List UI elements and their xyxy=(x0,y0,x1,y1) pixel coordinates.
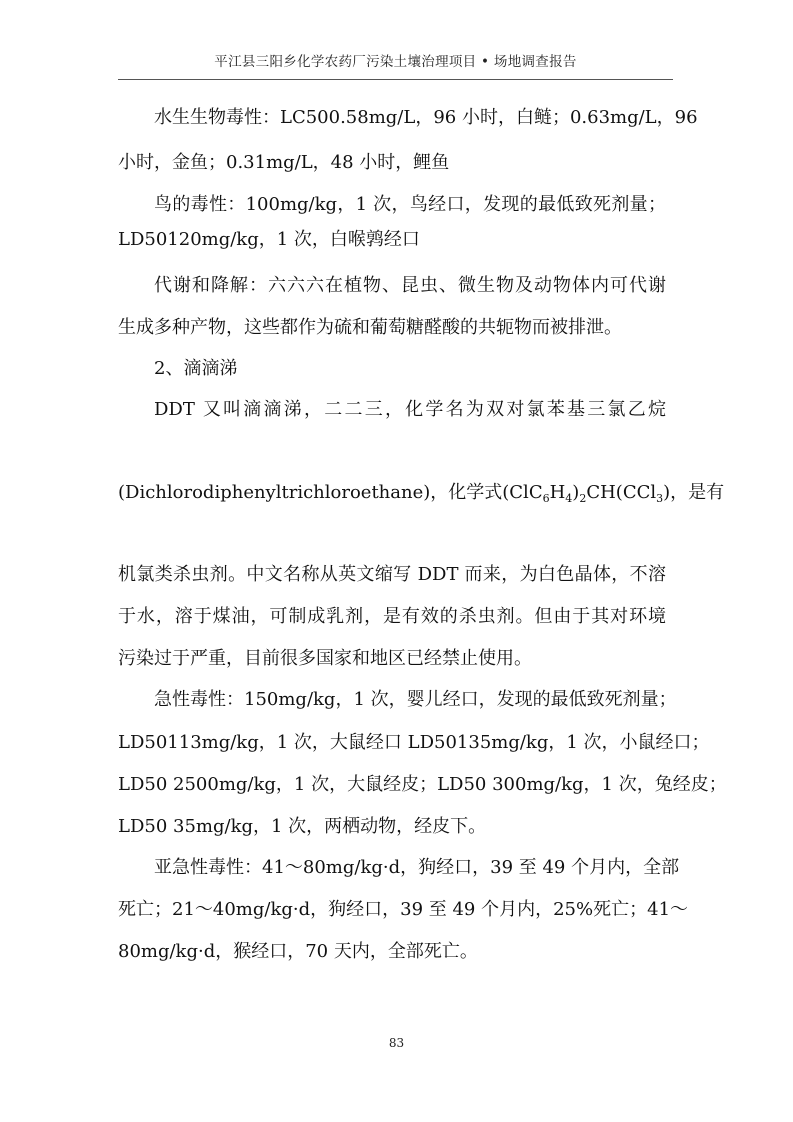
text-line: 生成多种产物，这些都作为硫和葡萄糖醛酸的共轭物而被排泄。 xyxy=(118,317,622,338)
text-line: 污染过于严重，目前很多国家和地区已经禁止使用。 xyxy=(118,648,532,669)
header-divider xyxy=(118,79,673,80)
formula-subscript: 6 xyxy=(542,492,550,505)
formula-tail: )，是有 xyxy=(663,482,725,503)
formula-part: ) xyxy=(572,482,580,503)
text-line: 于水，溶于煤油，可制成乳剂，是有效的杀虫剂。但由于其对环境 xyxy=(118,606,666,627)
text-line: 死亡；21～40mg/kg·d，狗经口，39 至 49 个月内，25%死亡；41～ xyxy=(118,899,689,920)
text-line: LD50 35mg/kg，1 次，两栖动物，经皮下。 xyxy=(118,816,487,837)
formula-part: H xyxy=(549,482,566,503)
text-line: DDT 又叫滴滴涕，二二三，化学名为双对氯苯基三氯乙烷 xyxy=(154,399,666,420)
formula-subscript: 2 xyxy=(579,492,587,505)
text-line: 急性毒性：150mg/kg，1 次，婴儿经口，发现的最低致死剂量； xyxy=(154,689,677,710)
formula-part: CH(CCl xyxy=(586,482,657,503)
section-heading: 2、滴滴涕 xyxy=(154,358,238,379)
formula-subscript: 4 xyxy=(565,492,573,505)
text-line: 水生生物毒性：LC500.58mg/L，96 小时，白鲢；0.63mg/L，96 xyxy=(154,107,698,128)
text-line: 代谢和降解：六六六在植物、昆虫、微生物及动物体内可代谢 xyxy=(154,275,666,296)
formula-name: (Dichlorodiphenyltrichloroethane)，化学式(ClC xyxy=(118,482,543,503)
formula-line xyxy=(118,481,725,505)
page-number: 83 xyxy=(388,1036,405,1050)
text-line: 小时，金鱼；0.31mg/L，48 小时，鲤鱼 xyxy=(118,152,450,173)
running-header: 平江县三阳乡化学农药厂污染土壤治理项目 • 场地调查报告 xyxy=(214,54,577,70)
text-line: 机氯类杀虫剂。中文名称从英文缩写 DDT 而来，为白色晶体，不溶 xyxy=(118,564,666,585)
text-line: LD50113mg/kg，1 次，大鼠经口 LD50135mg/kg，1 次，小鼠经口； xyxy=(118,732,710,753)
text-line: 鸟的毒性：100mg/kg，1 次，鸟经口，发现的最低致死剂量； xyxy=(154,194,666,215)
text-line: LD50120mg/kg，1 次，白喉鹑经口 xyxy=(118,229,420,250)
text-line: 80mg/kg·d，猴经口，70 天内，全部死亡。 xyxy=(118,941,478,962)
text-line: LD50 2500mg/kg，1 次，大鼠经皮；LD50 300mg/kg，1 次，兔经皮； xyxy=(118,774,727,795)
text-line: 亚急性毒性：41～80mg/kg·d，狗经口，39 至 49 个月内，全部 xyxy=(154,857,680,878)
formula-subscript: 3 xyxy=(656,492,664,505)
